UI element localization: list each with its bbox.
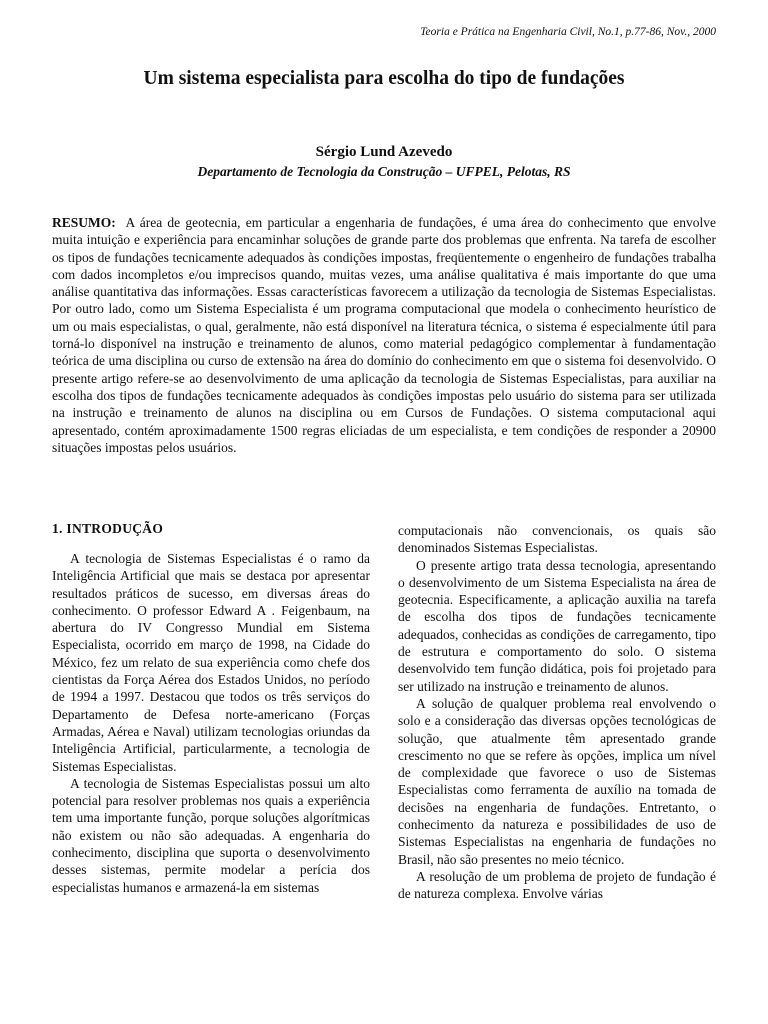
abstract: [52, 214, 716, 456]
left-column: [52, 520, 370, 896]
section-heading: 1. INTRODUÇÃO: [52, 521, 164, 536]
paragraph-continuation: computacionais não convencionais, os quais são denominados Sistemas Especialistas.: [398, 523, 716, 556]
paragraph: A tecnologia de Sistemas Especialistas é o ramo da Inteligência Artificial que mais se destaca por apresentar resultados práticos de sucesso, em diversas áreas do conhecimento. O professor Edward A . Feigenbaum, na abertura do IV Congresso Mundial em Sistema Especialista, ocorrido em março de 1998, na Cidade do México, fez um relato de sua experiência como chefe dos cientistas da Força Aérea dos Estados Unidos, no período de 1994 a 1997. Destacou que todos os três serviços do Departamento de Defesa norte-americano (Forças Armadas, Aérea e Naval) utilizam tecnologias oriundas da Inteligência Artificial, particularmente, a tecnologia de Sistemas Especialistas.: [52, 551, 370, 774]
paragraph: O presente artigo trata dessa tecnologia, apresentando o desenvolvimento de um Sistema Especialista na área de geotecnia. Especificamente, a aplicação auxilia na tarefa de escolha dos tipos de fundações tecnicamente adequados, conhecidas as condições de carregamento, tipo de estrutura e comportamento do solo. O sistema desenvolvido tem função didática, pois foi projetado para ser utilizado na instrução e treinamento de alunos.: [398, 557, 716, 694]
paper-title: Um sistema especialista para escolha do tipo de fundações: [143, 68, 625, 89]
paragraph: A solução de qualquer problema real envolvendo o solo e a consideração das diversas opções tecnológicas de solução, que atualmente têm apresentado grande crescimento no que se refere às opções, implica um nível de complexidade que favorece o uso de Sistemas Especialistas como ferramenta de auxílio na tomada de decisões na engenharia de fundações. Entretanto, o conhecimento da natureza e possibilidades de uso de Sistemas Especialistas na engenharia de fundações no Brasil, não são presentes no meio técnico.: [398, 695, 716, 867]
abstract-label: RESUMO:: [52, 215, 116, 230]
author-name: Sérgio Lund Azevedo: [315, 144, 453, 160]
paragraph: A resolução de um problema de projeto de fundação é de natureza complexa. Envolve várias: [398, 868, 716, 902]
right-column: [398, 522, 716, 903]
abstract-text: A área de geotecnia, em particular a engenharia de fundações, é uma área do conhecimento que envolve muita intuição e experiência para encaminhar soluções de grande parte dos problemas que enfrenta. Na tarefa de escolher os tipos de fundações tecnicamente adequados às condições impostas, freqüentemente o engenheiro de fundações trabalha com dados incompletos e/ou imprecisos quando, muitas vezes, uma análise qualitativa é mais importante do que uma análise quantitativa das informações. Essas características favorecem a utilização da tecnologia de Sistemas Especialistas. Por outro lado, como um Sistema Especialista é um programa computacional que modela o conhecimento heurístico de um ou mais especialistas, o qual, geralmente, não está disponível na literatura técnica, o sistema é especialmente útil para torná-lo disponível na instrução e treinamento de alunos, como material pedagógico complementar à fundamentação teórica de uma disciplina ou curso de extensão na área do domínio do conhecimento em que o sistema foi desenvolvido. O presente artigo refere-se ao desenvolvimento de uma aplicação da tecnologia de Sistemas Especialistas, para auxiliar na escolha dos tipos de fundações tecnicamente adequados às condições impostas pelo usuário do sistema para ser utilizada na instrução e treinamento de alunos na disciplina ou em Cursos de Fundações. O sistema computacional aqui apresentado, contém aproximadamente 1500 regras eliciadas de um especialista, e tem condições de responder a 20900 situações impostas pelos usuários.: [52, 215, 716, 455]
author-affiliation: Departamento de Tecnologia da Construção – UFPEL, Pelotas, RS: [197, 164, 571, 179]
paragraph: A tecnologia de Sistemas Especialistas possui um alto potencial para resolver problemas nos quais a experiência tem uma importante função, porque soluções algorítmicas não existem ou não são adequadas. A engenharia do conhecimento, disciplina que suporta o desenvolvimento desses sistemas, permite modelar a perícia dos especialistas humanos e armazená-la em sistemas: [52, 775, 370, 895]
journal-citation: Teoria e Prática na Engenharia Civil, No.1, p.77-86, Nov., 2000: [420, 26, 716, 38]
